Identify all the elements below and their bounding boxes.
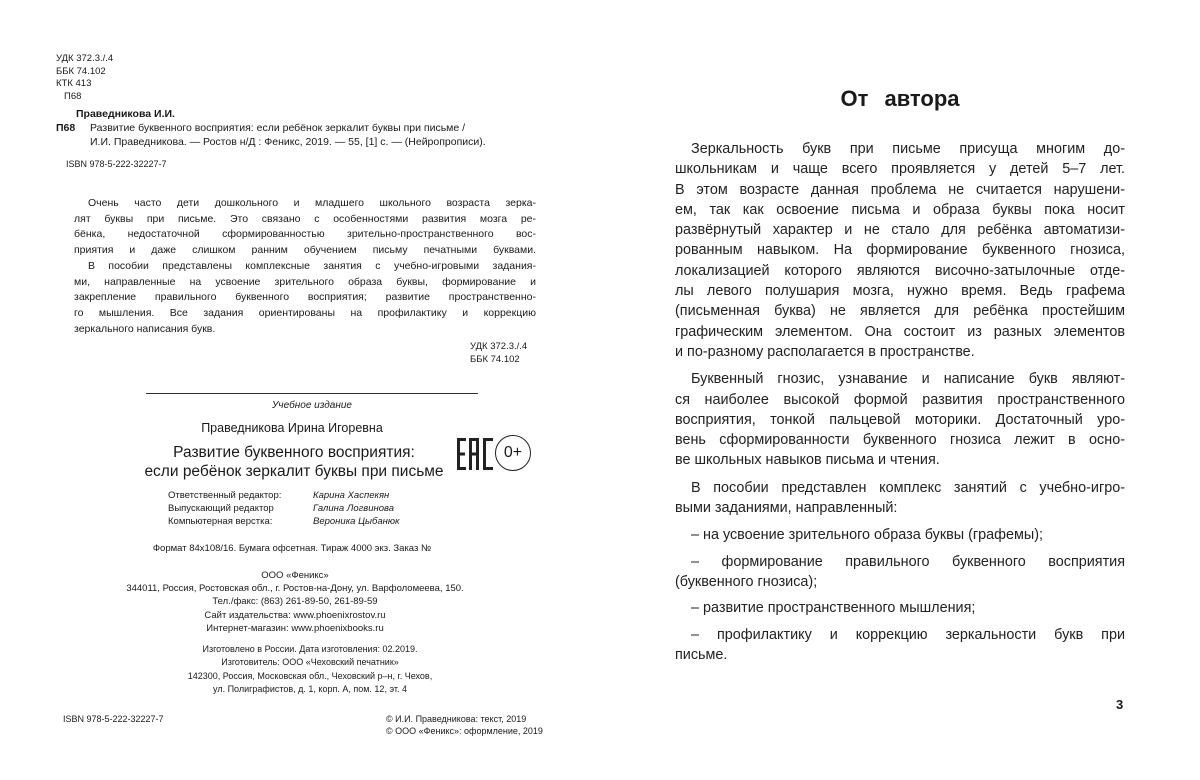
annotation-line: бёнка, недостаточной сформированностью зрительно-пространственного вос- [74,228,536,241]
annotation-line: го мышления. Все задания ориентированы на профилактику и коррекцию [74,306,536,319]
credit-name: Карина Хаспекян [313,490,390,501]
isbn-top: ISBN 978-5-222-32227-7 [66,159,167,169]
text-line: В пособии представлен комплекс занятий с учебно-игро- [691,479,1125,496]
text-line: рованным навыком. На формирование буквенного гнозиса, [675,242,1125,259]
text-line: Зеркальность букв при письме присуща многим до- [691,141,1125,157]
list-item [675,598,1125,618]
annotation-line: закрепление правильного буквенного восприятия; развитие пространственно- [74,291,536,304]
bibliographic-row [56,121,536,149]
text-line: (письменная буква) не является для ребёнка простейшим [675,303,1125,320]
annotation-line: В пособии представлены комплексные занятия с учебно-игровыми задания- [88,259,536,272]
publisher-line: Сайт издательства: www.phoenixrostov.ru [204,609,386,621]
text-line: ся наиболее высокой формой развития пространственного [675,391,1125,408]
list-item-line: – на усвоение зрительного образа буквы (графемы); [691,527,1044,544]
manufacturer-line: Изготовлено в России. Дата изготовления: 02.2019. [202,644,418,654]
full-author-name: Праведникова Ирина Игоревна [201,421,383,435]
format-line: Формат 84x108/16. Бумага офсетная. Тираж 4000 экз. Заказ № [152,543,432,554]
credits [168,489,400,528]
bibliographic-description [90,121,486,149]
paragraph-3 [675,478,1125,519]
title-line: если ребёнок зеркалит буквы при письме [144,463,444,480]
list-item [675,552,1125,593]
age-rating-badge: 0+ [495,435,531,471]
description-line: Развитие буквенного восприятия: если ребёнок зеркалит буквы при письме / [90,122,466,134]
credit-role: Выпускающий редактор [168,503,274,514]
text-line: лы левого полушария мозга, нужно время. Ведь графема [675,283,1125,300]
foreword-body [675,139,1125,671]
text-line: графическим элементом. Она состоит из разных элементов [675,323,1125,340]
credit-role: Компьютерная верстка: [168,516,273,527]
annotation-line: лят буквы при письме. Это связано с особенностями развития мозга ре- [74,212,536,225]
manufacturer-info [120,643,500,696]
annotation-line: приятия и даже слишком ранним обучением письму печатными буквами. [74,244,536,257]
text-line: ем, так как освоение письма и образа буквы пока носит [675,201,1125,218]
credit-row [168,489,400,502]
author-heading: Праведникова И.И. [76,108,175,120]
publisher-info [110,569,480,635]
annotation-line: Очень часто дети дошкольного и младшего школьного возраста зерка- [88,197,536,209]
edition-type: Учебное издание [272,400,352,411]
manufacturer-line: ул. Полиграфистов, д. 1, корп. А, пом. 12, эт. 4 [213,683,407,694]
bibliographic-record [56,107,536,149]
text-line: выми заданиями, направленный: [675,500,898,517]
paragraph-1 [675,139,1125,362]
list-item-line: (буквенного гнозиса); [675,573,818,590]
annotation-line: зеркального написания букв. [74,322,216,335]
book-title [134,443,454,481]
ktk-code: КТК 413 [56,78,92,90]
page-number: 3 [1116,697,1124,712]
text-line: восприятия, тонкой пальцевой моторики. Достаточный уро- [675,411,1125,428]
publisher-line: ООО «Феникс» [261,570,329,581]
foreword-page [600,0,1200,780]
list-item-line: – развитие пространственного мышления; [691,600,976,617]
credit-name: Галина Логвинова [313,503,395,514]
publisher-line: Интернет-магазин: www.phoenixbooks.ru [206,622,384,634]
classification-codes-repeat [470,341,527,366]
credit-name: Вероника Цыбанюк [313,516,400,527]
credit-row [168,515,400,528]
credit-row [168,502,400,515]
manufacturer-line: 142300, Россия, Московская обл., Чеховский р–н, г. Чехов, [187,670,433,681]
udc-code: УДК 372.3./.4 [56,53,114,64]
eac-conformity-icon [456,437,494,471]
text-line: развёрнутый характер и не стало для ребёнка автоматизи- [675,222,1125,239]
publisher-line: Тел./факс: (863) 261-89-50, 261-89-59 [212,596,378,608]
list-item-line: – формирование правильного буквенного восприятия [691,553,1125,570]
udc-code: УДК 372.3./.4 [470,341,528,352]
text-line: В этом возрасте данная проблема не считается нарушени- [675,181,1125,198]
foreword-heading: От автора [840,86,960,111]
list-item [675,525,1125,545]
divider-line [146,393,478,394]
annotation-line: ми, направленные на усвоение зрительного образа буквы, формирование и [74,275,536,288]
paragraph-2 [675,369,1125,470]
text-line: Буквенный гнозис, узнавание и написание букв являют- [691,371,1125,388]
text-line: ве школьных навыков письма и чтения. [675,452,940,469]
author-sign: П68 [64,90,82,102]
isbn-bottom: ISBN 978-5-222-32227-7 [63,714,164,724]
description-line: И.И. Праведникова. — Ростов н/Д : Феникс, 2019. — 55, [1] с. — (Нейропрописи). [90,136,486,148]
credit-role: Ответственный редактор: [168,490,282,501]
copyright-line: © И.И. Праведникова: текст, 2019 [386,714,527,724]
annotation [74,196,536,337]
list-item-line: письме. [675,646,728,663]
list-item-line: – профилактику и коррекцию зеркальности букв при [691,626,1125,643]
copyright [386,714,543,737]
bbk-code: ББК 74.102 [56,65,106,77]
text-line: вень сформированности буквенного гнозиса лежит в осно- [675,432,1125,449]
bbk-code: ББК 74.102 [470,353,520,365]
text-line: и по-разному располагается в пространстве. [675,343,975,360]
text-line: школьникам и чаще всего проявляется у детей 5–7 лет. [675,161,1125,178]
title-line: Развитие буквенного восприятия: [173,444,415,461]
publisher-line: 344011, Россия, Ростовская обл., г. Ростов-на-Дону, ул. Варфоломеева, 150. [126,583,464,595]
list-item [675,625,1125,666]
classification-codes [56,53,113,103]
text-line: локализацией которого являются височно-затылочные отде- [675,262,1125,279]
copyright-line: © ООО «Феникс»: оформление, 2019 [386,725,543,736]
catalog-code: П68 [56,122,76,134]
manufacturer-line: Изготовитель: ООО «Чеховский печатник» [221,657,399,668]
